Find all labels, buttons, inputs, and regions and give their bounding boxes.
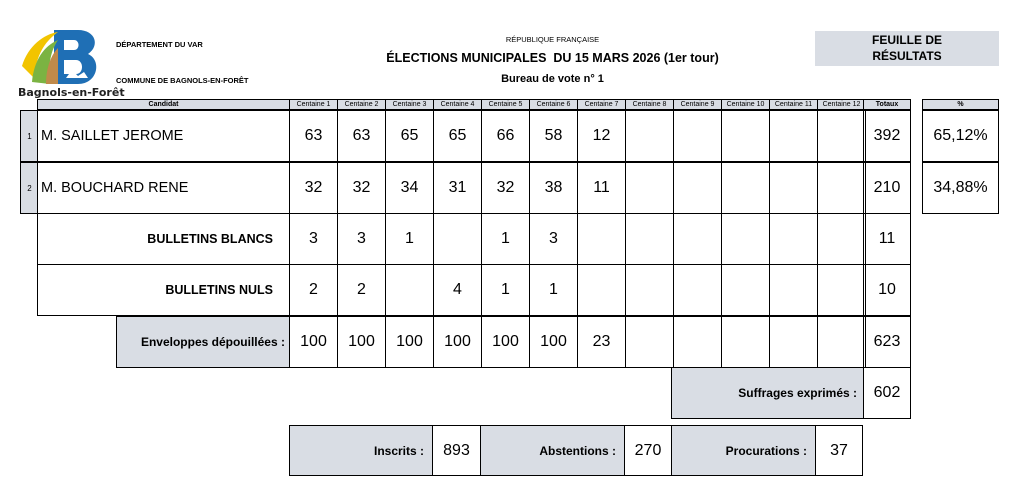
vote-cell bbox=[721, 110, 770, 162]
suffrages-label: Suffrages exprimés : bbox=[671, 367, 864, 419]
header-candidat: Candidat bbox=[37, 99, 290, 110]
vote-cell bbox=[817, 110, 866, 162]
enveloppes-total: 623 bbox=[863, 316, 911, 368]
logo-text: Bagnols-en-Forêt bbox=[18, 86, 125, 99]
nuls-cell: 4 bbox=[433, 264, 482, 316]
enveloppes-cell bbox=[721, 316, 770, 368]
vote-cell bbox=[817, 162, 866, 214]
blancs-label: BULLETINS BLANCS bbox=[37, 213, 290, 265]
nuls-label: BULLETINS NULS bbox=[37, 264, 290, 316]
blancs-cell bbox=[817, 213, 866, 265]
procurations-value: 37 bbox=[815, 425, 863, 476]
enveloppes-cell: 100 bbox=[481, 316, 530, 368]
header-centaine: Centaine 2 bbox=[337, 99, 386, 110]
vote-cell: 65 bbox=[433, 110, 482, 162]
blancs-cell bbox=[769, 213, 818, 265]
vote-cell bbox=[673, 162, 722, 214]
suffrages-value: 602 bbox=[863, 367, 911, 419]
nuls-cell bbox=[673, 264, 722, 316]
vote-cell: 63 bbox=[289, 110, 338, 162]
header-centaine: Centaine 6 bbox=[529, 99, 578, 110]
enveloppes-cell bbox=[673, 316, 722, 368]
header-centaine: Centaine 3 bbox=[385, 99, 434, 110]
republic-label: RÉPUBLIQUE FRANÇAISE bbox=[505, 35, 600, 44]
candidate-name: M. BOUCHARD RENE bbox=[37, 162, 290, 214]
vote-cell bbox=[769, 162, 818, 214]
commune-label: COMMUNE DE BAGNOLS-EN-FORÊT bbox=[116, 76, 249, 85]
header-centaine: Centaine 1 bbox=[289, 99, 338, 110]
header-centaine: Centaine 10 bbox=[721, 99, 770, 110]
sheet-title-line1: FEUILLE DE bbox=[871, 33, 942, 47]
blancs-cell: 3 bbox=[337, 213, 386, 265]
election-title: ÉLECTIONS MUNICIPALES DU 15 MARS 2026 (1er tour) bbox=[386, 51, 719, 65]
blancs-cell bbox=[625, 213, 674, 265]
enveloppes-cell: 100 bbox=[433, 316, 482, 368]
vote-cell: 63 bbox=[337, 110, 386, 162]
enveloppes-cell bbox=[817, 316, 866, 368]
header-centaine: Centaine 7 bbox=[577, 99, 626, 110]
candidate-index: 2 bbox=[20, 162, 38, 214]
blancs-cell bbox=[721, 213, 770, 265]
nuls-cell bbox=[385, 264, 434, 316]
sheet-title-line2: RÉSULTATS bbox=[872, 49, 942, 63]
nuls-cell bbox=[817, 264, 866, 316]
vote-cell bbox=[625, 110, 674, 162]
header-centaine: Centaine 12 bbox=[817, 99, 866, 110]
abstentions-label: Abstentions : bbox=[480, 425, 625, 476]
vote-cell: 32 bbox=[481, 162, 530, 214]
header-pct: % bbox=[922, 99, 999, 110]
nuls-cell bbox=[625, 264, 674, 316]
department-label: DÉPARTEMENT DU VAR bbox=[116, 40, 203, 49]
candidate-name: M. SAILLET JEROME bbox=[37, 110, 290, 162]
vote-cell: 11 bbox=[577, 162, 626, 214]
bureau-label: Bureau de vote n° 1 bbox=[501, 73, 604, 85]
vote-cell: 32 bbox=[337, 162, 386, 214]
commune-logo bbox=[18, 26, 125, 100]
vote-cell: 38 bbox=[529, 162, 578, 214]
candidate-pct: 65,12% bbox=[922, 110, 999, 162]
vote-cell: 31 bbox=[433, 162, 482, 214]
nuls-cell: 1 bbox=[481, 264, 530, 316]
nuls-cell: 1 bbox=[529, 264, 578, 316]
nuls-total: 10 bbox=[863, 264, 911, 316]
vote-cell: 65 bbox=[385, 110, 434, 162]
blancs-cell: 3 bbox=[289, 213, 338, 265]
enveloppes-cell bbox=[625, 316, 674, 368]
candidate-index: 1 bbox=[20, 110, 38, 162]
logo-emblem-icon bbox=[18, 26, 110, 90]
enveloppes-cell: 100 bbox=[385, 316, 434, 368]
procurations-label: Procurations : bbox=[671, 425, 816, 476]
header-totaux: Totaux bbox=[863, 99, 911, 110]
vote-cell bbox=[673, 110, 722, 162]
vote-cell: 66 bbox=[481, 110, 530, 162]
enveloppes-cell: 100 bbox=[337, 316, 386, 368]
blancs-cell: 1 bbox=[385, 213, 434, 265]
nuls-cell bbox=[721, 264, 770, 316]
enveloppes-cell bbox=[769, 316, 818, 368]
enveloppes-label: Enveloppes dépouillées : bbox=[116, 316, 290, 368]
vote-cell: 32 bbox=[289, 162, 338, 214]
nuls-cell: 2 bbox=[337, 264, 386, 316]
vote-cell: 34 bbox=[385, 162, 434, 214]
blancs-cell bbox=[433, 213, 482, 265]
blancs-cell bbox=[673, 213, 722, 265]
vote-cell bbox=[625, 162, 674, 214]
vote-cell: 58 bbox=[529, 110, 578, 162]
abstentions-value: 270 bbox=[624, 425, 672, 476]
enveloppes-cell: 23 bbox=[577, 316, 626, 368]
sheet-title-box bbox=[815, 31, 999, 66]
blancs-cell: 1 bbox=[481, 213, 530, 265]
header-centaine: Centaine 9 bbox=[673, 99, 722, 110]
header-centaine: Centaine 4 bbox=[433, 99, 482, 110]
blancs-total: 11 bbox=[863, 213, 911, 265]
inscrits-label: Inscrits : bbox=[289, 425, 433, 476]
nuls-cell: 2 bbox=[289, 264, 338, 316]
vote-cell: 12 bbox=[577, 110, 626, 162]
enveloppes-cell: 100 bbox=[529, 316, 578, 368]
inscrits-value: 893 bbox=[432, 425, 481, 476]
header-centaine: Centaine 11 bbox=[769, 99, 818, 110]
blancs-cell bbox=[577, 213, 626, 265]
candidate-total: 392 bbox=[863, 110, 911, 162]
candidate-total: 210 bbox=[863, 162, 911, 214]
vote-cell bbox=[769, 110, 818, 162]
vote-cell bbox=[721, 162, 770, 214]
nuls-cell bbox=[769, 264, 818, 316]
blancs-cell: 3 bbox=[529, 213, 578, 265]
header-centaine: Centaine 8 bbox=[625, 99, 674, 110]
candidate-pct: 34,88% bbox=[922, 162, 999, 214]
enveloppes-cell: 100 bbox=[289, 316, 338, 368]
nuls-cell bbox=[577, 264, 626, 316]
header-centaine: Centaine 5 bbox=[481, 99, 530, 110]
